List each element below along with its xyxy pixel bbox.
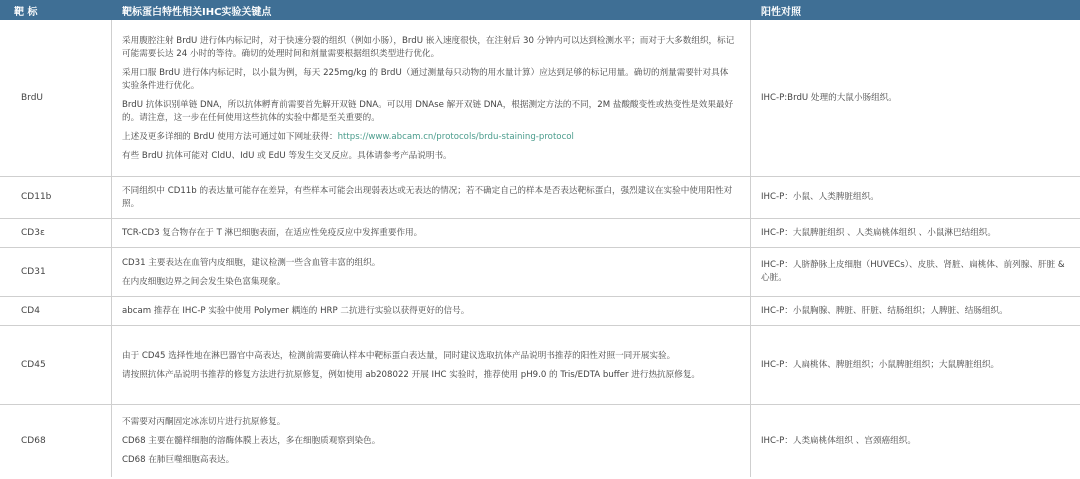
key-point: 不需要对丙酮固定冰冻切片进行抗原修复。: [122, 417, 286, 427]
table-row: [0, 20, 1080, 177]
key-points-cell: [112, 405, 751, 477]
positive-control-cell: IHC-P：小鼠胸腺、脾脏、肝脏、结肠组织；人脾脏、结肠组织。: [761, 305, 1008, 316]
key-point: CD31 主要表达在血管内皮细胞，建议检测一些含血管丰富的组织。: [122, 257, 381, 268]
positive-control-cell: IHC-P：小鼠、人类脾脏组织。: [761, 192, 879, 202]
key-point: 有些 BrdU 抗体可能对 CldU、IdU 或 EdU 等发生交叉反应。具体请参考产品说明书。: [122, 150, 452, 161]
link-prefix: 上述及更多详细的 BrdU 使用方法可通过如下网址获得：: [122, 131, 338, 142]
key-point: 采用口服 BrdU 进行体内标记时，以小鼠为例，每天 225mg/kg 的 BrdU（通过测量每只动物的用水量计算）应达到足够的标记用量。确切的剂量需要针对具体实验条件进行优化。: [122, 67, 729, 91]
key-points-cell: [112, 326, 751, 404]
key-points-cell: [112, 177, 751, 218]
target-name: CD3ε: [0, 219, 112, 247]
positive-control-cell: IHC-P：大鼠脾脏组织 、人类扁桃体组织 、小鼠淋巴结组织。: [761, 227, 996, 238]
key-point: 由于 CD45 选择性地在淋巴器官中高表达，检测前需要确认样本中靶标蛋白表达量，同时建议选取抗体产品说明书推荐的阳性对照一同开展实验。: [122, 350, 676, 361]
table-row: [0, 248, 1080, 297]
target-name: CD45: [0, 326, 112, 404]
positive-control-cell: IHC-P：人类扁桃体组织 、宫颈癌组织。: [761, 435, 916, 446]
target-name: CD4: [0, 297, 112, 325]
header-positive-control: 阳性对照: [761, 6, 801, 18]
key-point: TCR-CD3 复合物存在于 T 淋巴细胞表面，在适应性免疫反应中发挥重要作用。: [122, 228, 423, 238]
target-name: CD31: [0, 248, 112, 296]
target-name: BrdU: [0, 20, 112, 176]
key-points-cell: [112, 20, 751, 176]
table-row: [0, 219, 1080, 248]
key-point: 在内皮细胞边界之间会发生染色富集现象。: [122, 276, 286, 287]
positive-control-cell: IHC-P:BrdU 处理的大鼠小肠组织。: [761, 92, 897, 103]
target-name: CD68: [0, 405, 112, 477]
table-row: [0, 297, 1080, 326]
protocol-link[interactable]: https://www.abcam.cn/protocols/brdu-staining-protocol: [337, 131, 574, 142]
positive-control-cell: IHC-P：人脐静脉上皮细胞（HUVECs）、皮肤、肾脏、扁桃体、前列腺、肝脏 & 心脏。: [761, 260, 1065, 283]
key-point: 请按照抗体产品说明书推荐的修复方法进行抗原修复，例如使用 ab208022 开展 IHC 实验时，推荐使用 pH9.0 的 Tris/EDTA buffer 进行热抗原修复。: [122, 369, 701, 380]
table-row: [0, 177, 1080, 219]
table-row: [0, 326, 1080, 405]
key-point: CD68 主要在髓样细胞的溶酶体膜上表达，多在细胞质观察到染色。: [122, 436, 381, 446]
key-point: [122, 131, 736, 144]
target-name: CD11b: [0, 177, 112, 218]
key-points-cell: [112, 248, 751, 296]
key-point: abcam 推荐在 IHC-P 实验中使用 Polymer 耦连的 HRP 二抗进行实验以获得更好的信号。: [122, 306, 470, 316]
key-point: 不同组织中 CD11b 的表达量可能存在差异，有些样本可能会出现弱表达或无表达的情况；若不确定自己的样本是否表达靶标蛋白，强烈建议在实验中使用阳性对照。: [122, 186, 733, 209]
key-point: CD68 在肺巨噬细胞高表达。: [122, 455, 235, 465]
table-header: [0, 0, 1080, 20]
key-point: 采用腹腔注射 BrdU 进行体内标记时，对于快速分裂的组织（例如小肠），BrdU 嵌入速度很快，在注射后 30 分钟内可以达到检测水平；而对于大多数组织，标记可能需要长达 24 小时的等待。确切的处理时间和剂量需要根据组织类型进行优化。: [122, 35, 735, 59]
header-key-points: 靶标蛋白特性相关IHC实验关键点: [122, 6, 272, 18]
key-points-cell: [112, 297, 751, 325]
table-row: [0, 405, 1080, 477]
key-points-cell: [112, 219, 751, 247]
key-point: BrdU 抗体识别单链 DNA，所以抗体孵育前需要首先解开双链 DNA。可以用 DNAse 解开双链 DNA，根据测定方法的不同，2M 盐酸酸变性或热变性是效果最好的。请注意，这一步在任何使用这些抗体的实验中都是至关重要的。: [122, 99, 734, 123]
positive-control-cell: IHC-P：人扁桃体、脾脏组织；小鼠脾脏组织；大鼠脾脏组织。: [761, 359, 1000, 370]
header-target: 靶 标: [14, 6, 38, 18]
